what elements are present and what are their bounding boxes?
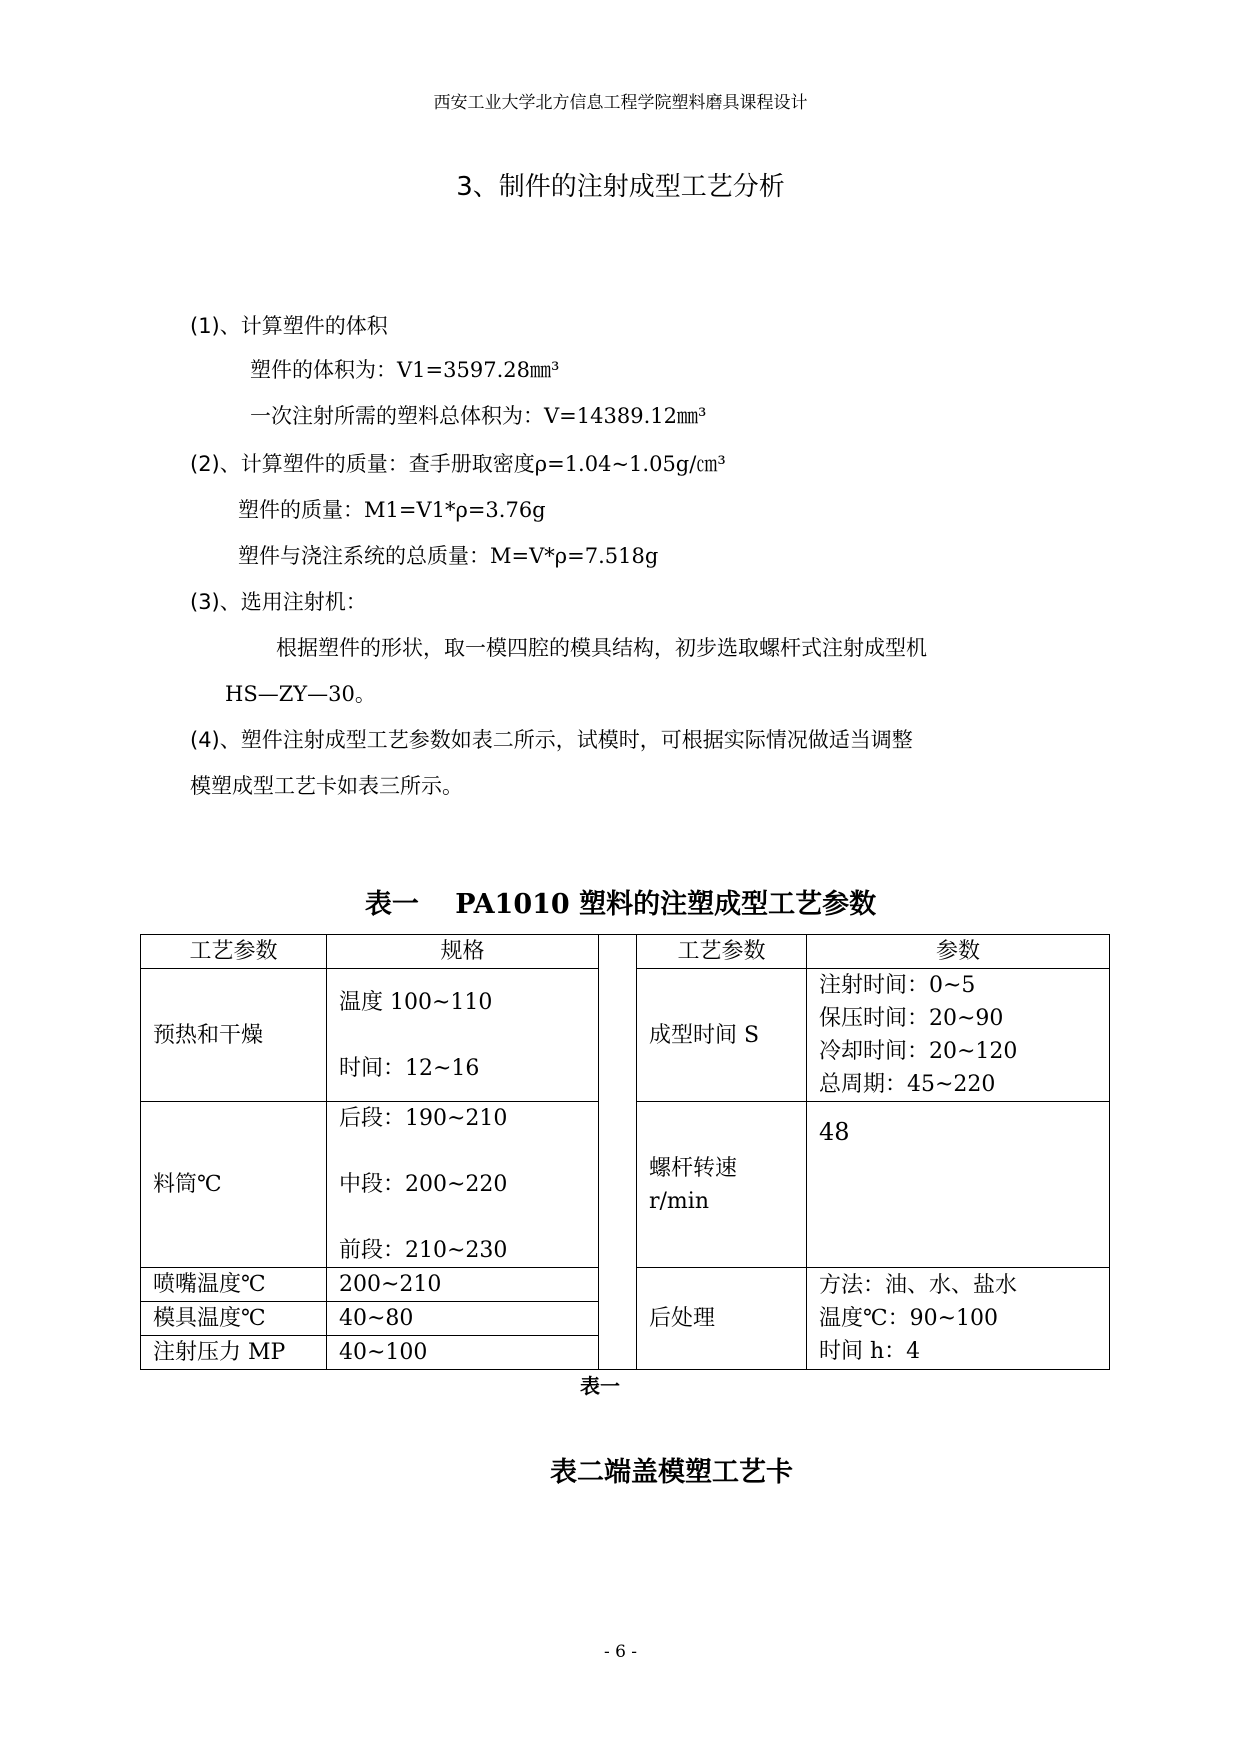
item-4-heading: (4)、塑件注射成型工艺参数 [190,728,451,752]
page-number: - 6 - [603,1642,638,1662]
item-1-heading: (1)、计算塑件的体积 [190,314,388,338]
post-treatment-param [807,1268,1110,1370]
part-volume-line: 塑件的体积为：V1=3597.28㎜³ [250,358,560,382]
cool-time: 冷却时间：20~120 [819,1039,1018,1064]
molding-time-param [807,969,1110,1102]
nozzle-temp-spec: 200~210 [327,1268,599,1302]
preheat-name: 预热和干燥 [141,969,327,1102]
screw-speed-value: 48 [807,1102,1110,1268]
table-2-caption: 表二端盖模塑工艺卡 [550,1457,793,1488]
mold-temp-name: 模具温度℃ [141,1302,327,1336]
spec-temp: 温度 100~110 [339,989,493,1015]
nozzle-temp-name: 喷嘴温度℃ [141,1268,327,1302]
item-2-heading: (2)、计算塑件的质量： [190,452,409,476]
section-title: 3、制件的注射成型工艺分析 [456,172,785,202]
part-mass-line: 塑件的质量：M1=V1*ρ=3.76g [238,498,546,522]
barrel-spec [327,1102,599,1268]
spec-time: 时间：12~16 [339,1055,480,1081]
post-treatment-name: 后处理 [637,1268,807,1370]
mold-temp-spec: 40~80 [327,1302,599,1336]
molding-time-name: 成型时间 S [637,969,807,1102]
cycle-time: 总周期：45~220 [819,1072,996,1097]
post-time: 时间 h：4 [819,1339,921,1364]
hold-time: 保压时间：20~90 [819,1006,1004,1031]
column-gap [599,935,637,1370]
item-3-heading: (3)、选用注射机： [190,590,367,614]
header-cell: 参数 [807,935,1110,969]
item-4-line [190,724,913,754]
barrel-front: 前段：210~230 [339,1238,508,1263]
inject-pressure-name: 注射压力 MP [141,1336,327,1370]
post-temp: 温度℃：90~100 [819,1306,999,1331]
barrel-rear: 后段：190~210 [339,1106,508,1131]
preheat-spec [327,969,599,1102]
machine-selection-line: 根据塑件的形状，取一模四腔的模具结构，初步选取螺杆式注射成型机 [276,636,927,660]
table-caption: 表一 PA1010 塑料的注塑成型工艺参数 [364,889,877,920]
item-4-text: 如表二所示，试模时，可根据实际情况做适当调整 [450,728,913,752]
post-method: 方法：油、水、盐水 [819,1273,1018,1298]
header-cell: 工艺参数 [141,935,327,969]
barrel-name: 料筒℃ [141,1102,327,1268]
process-parameter-table [140,934,1110,1370]
header-cell: 规格 [327,935,599,969]
density-text: 查手册取密度ρ=1.04~1.05g/㎝³ [408,452,726,476]
total-volume-line: 一次注射所需的塑料总体积为：V=14389.12㎜³ [250,404,707,428]
inject-time: 注射时间：0~5 [819,973,976,998]
screw-speed-unit: r/min [649,1188,709,1214]
running-header: 西安工业大学北方信息工程学院塑料磨具课程设计 [433,93,808,113]
table-footer-label: 表一 [580,1374,620,1398]
barrel-mid: 中段：200~220 [339,1172,508,1197]
inject-pressure-spec: 40~100 [327,1336,599,1370]
machine-model-line: HS—ZY—30。 [225,682,376,706]
total-mass-line: 塑件与浇注系统的总质量：M=V*ρ=7.518g [238,544,659,568]
header-cell: 工艺参数 [637,935,807,969]
screw-speed-name [637,1102,807,1268]
table-header-row [141,935,1110,969]
screw-speed-label: 螺杆转速 [649,1155,738,1181]
item-2-line [190,448,726,478]
process-card-line: 模塑成型工艺卡如表三所示。 [190,774,463,798]
